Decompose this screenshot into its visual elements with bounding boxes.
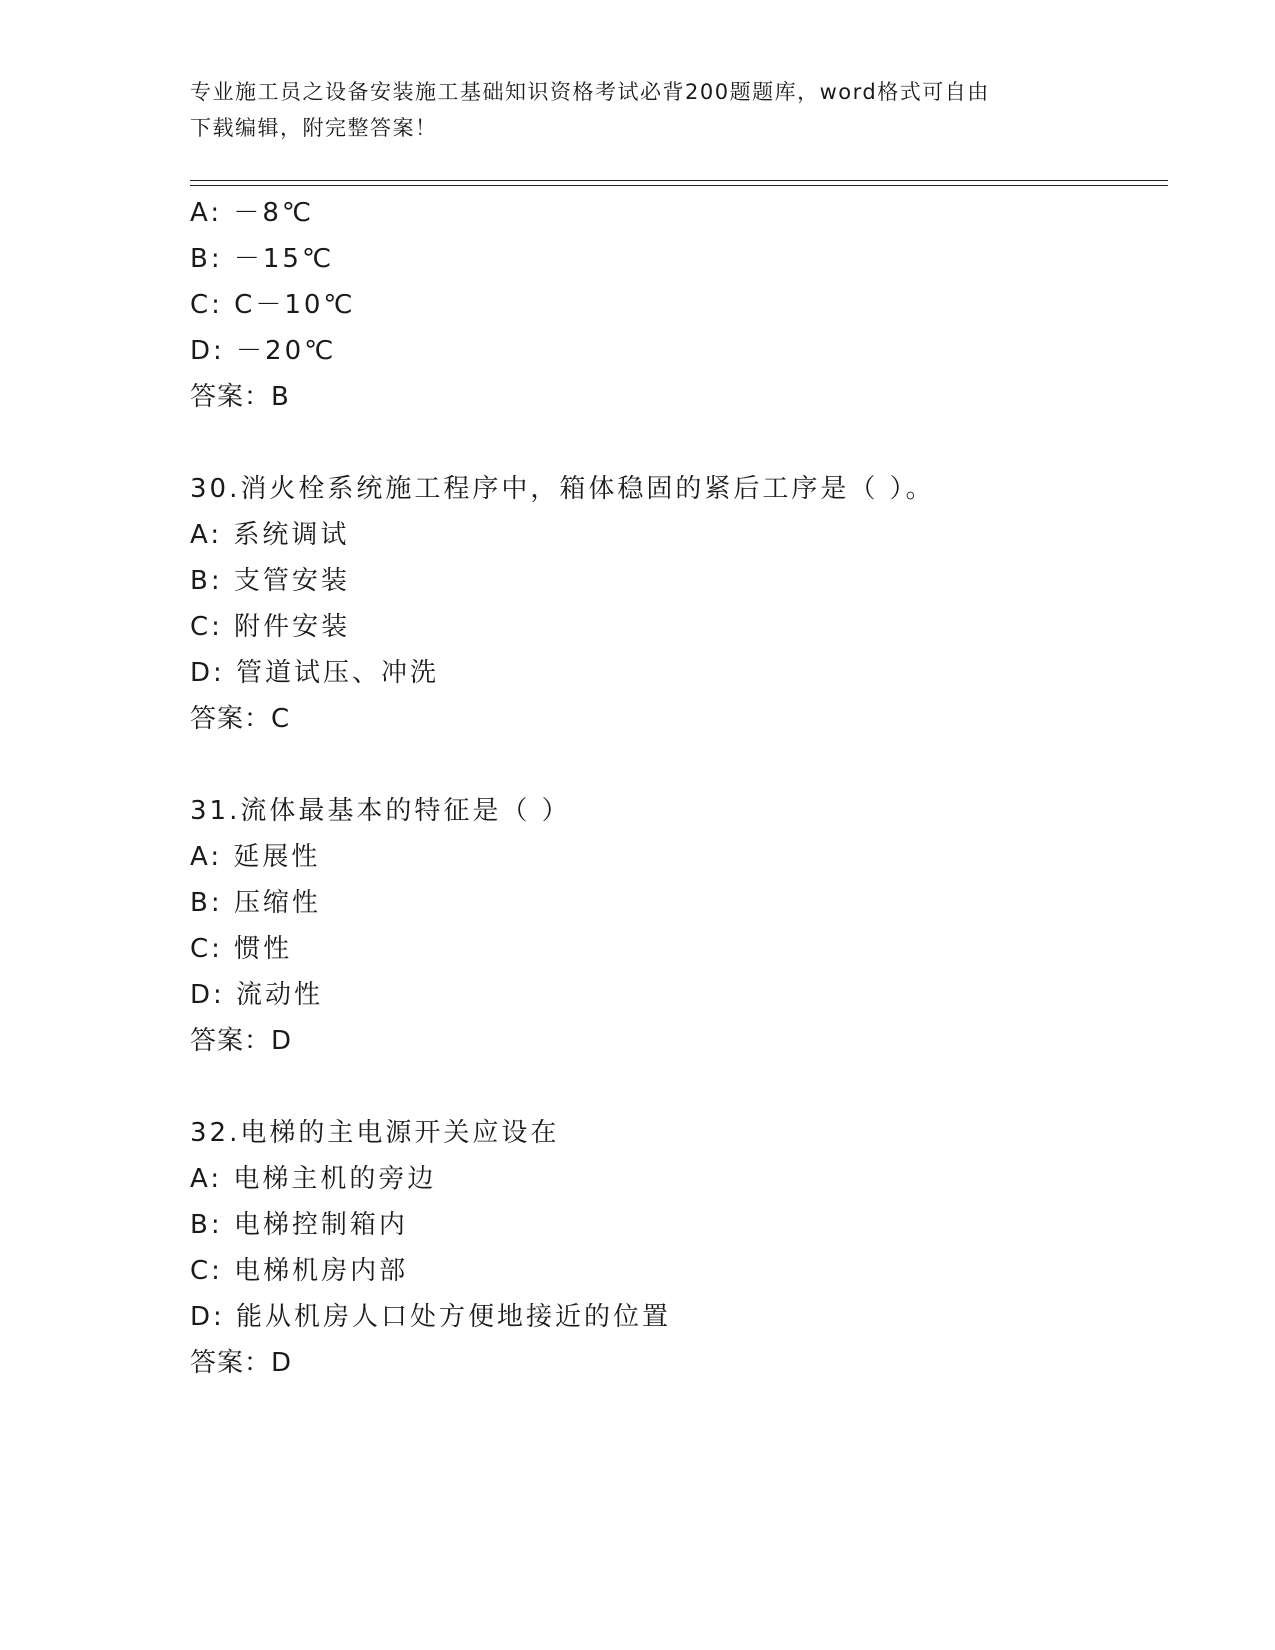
option-a: A: －8℃	[190, 198, 315, 228]
answer: 答案：C	[190, 704, 291, 734]
option-c: C: 惯性	[190, 934, 293, 964]
question-list	[190, 190, 1170, 1386]
option-b: B: 电梯控制箱内	[190, 1210, 408, 1240]
option-c: C: 附件安装	[190, 612, 351, 642]
option-d: D: －20℃	[190, 336, 337, 366]
header-title-line-2: 下载编辑，附完整答案！	[190, 116, 438, 140]
option-b: B: 支管安装	[190, 566, 350, 596]
option-d: D: 流动性	[190, 980, 324, 1010]
header-divider	[190, 180, 1168, 186]
question-32	[190, 1110, 1170, 1386]
option-b: B: －15℃	[190, 244, 335, 274]
option-c: C: 电梯机房内部	[190, 1256, 409, 1286]
question-text: 30.消火栓系统施工程序中，箱体稳固的紧后工序是（ ）。	[190, 474, 935, 504]
question-29	[190, 190, 1170, 420]
spacer	[190, 420, 1170, 466]
header-title-line-1: 专业施工员之设备安装施工基础知识资格考试必背200题题库，word格式可自由	[190, 80, 990, 104]
answer: 答案：B	[190, 382, 290, 412]
answer: 答案：D	[190, 1026, 293, 1056]
question-31	[190, 788, 1170, 1064]
option-a: A: 电梯主机的旁边	[190, 1164, 437, 1194]
option-a: A: 系统调试	[190, 520, 350, 550]
question-text: 32.电梯的主电源开关应设在	[190, 1118, 560, 1148]
option-d: D: 管道试压、冲洗	[190, 658, 440, 688]
option-d: D: 能从机房人口处方便地接近的位置	[190, 1302, 672, 1332]
spacer	[190, 1064, 1170, 1110]
document-header	[190, 74, 1090, 146]
spacer	[190, 742, 1170, 788]
option-a: A: 延展性	[190, 842, 321, 872]
question-30	[190, 466, 1170, 742]
question-text: 31.流体最基本的特征是（ ）	[190, 796, 571, 826]
answer: 答案：D	[190, 1348, 293, 1378]
option-c: C: C－10℃	[190, 290, 356, 320]
option-b: B: 压缩性	[190, 888, 321, 918]
